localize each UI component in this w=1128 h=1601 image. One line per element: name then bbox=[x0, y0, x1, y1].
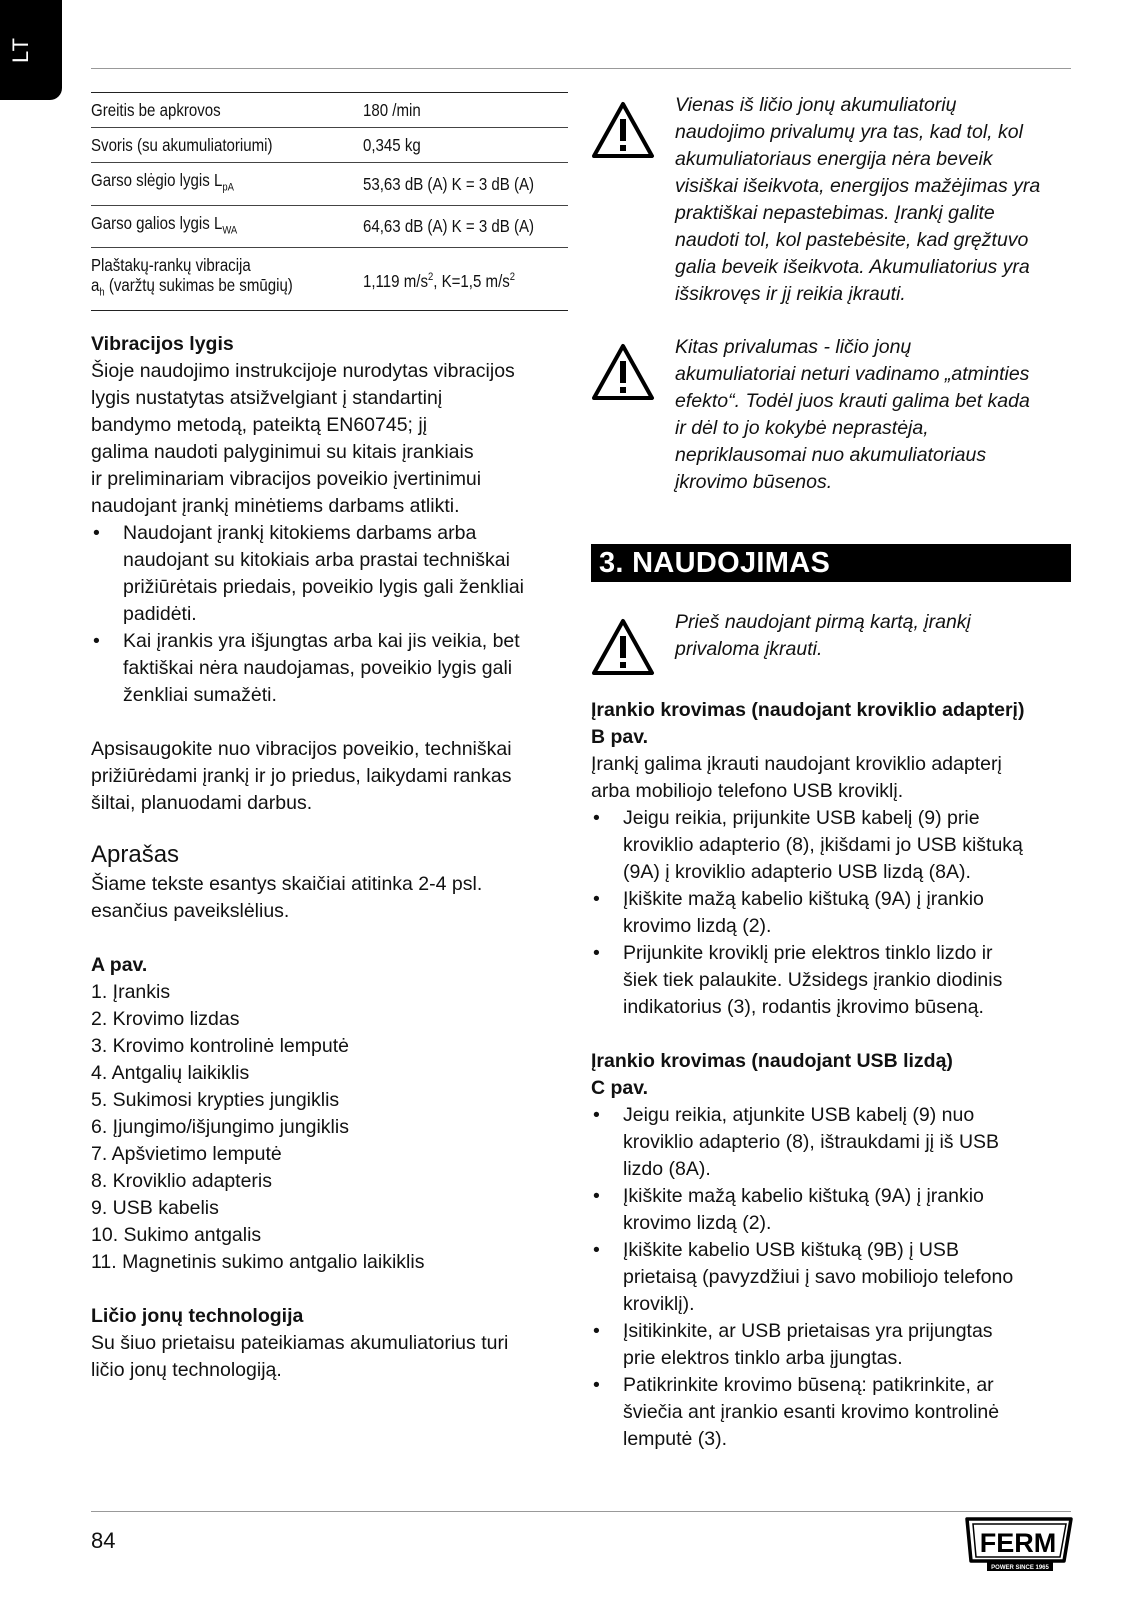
spec-key: Garso slėgio lygis $L_{pA}$ bbox=[91, 170, 234, 194]
chapter-heading: 3. NAUDOJIMAS bbox=[591, 544, 1071, 582]
vibration-protect-text: Apsisaugokite nuo vibracijos poveikio, techniškai prižiūrėdami įrankį ir jo priedus, laikydami rankas šiltai, planuodami darbus. bbox=[91, 737, 512, 814]
charging-adapter-heading: Įrankio krovimas (naudojant kroviklio adapterį) B pav. bbox=[591, 699, 1025, 748]
list-item: 11. Magnetinis sukimo antgalio laikiklis bbox=[91, 1250, 425, 1273]
list-item: 2. Krovimo lizdas bbox=[91, 1007, 240, 1030]
right-column bbox=[591, 92, 1071, 1453]
table-row bbox=[91, 248, 568, 311]
charging-adapter-intro: Įrankį galima įkrauti naudojant kroviklio adapterį arba mobiliojo telefono USB kroviklį. bbox=[591, 753, 1002, 802]
list-item: • Įkiškite kabelio USB kištuką (9B) į USB prietaisą (pavyzdžiui į savo mobiliojo telefono kroviklį). bbox=[591, 1237, 1071, 1318]
spec-value: 64,63 dB (A) K = 3 dB (A) bbox=[363, 216, 535, 237]
logo-wordmark: FERM bbox=[979, 1528, 1057, 1558]
charging-usb-heading: Įrankio krovimas (naudojant USB lizdą) C pav. bbox=[591, 1050, 953, 1099]
list-item: • Įkiškite mažą kabelio kištuką (9A) į įrankio krovimo lizdą (2). bbox=[591, 886, 1071, 940]
table-row bbox=[91, 205, 568, 248]
page-number: 84 bbox=[91, 1528, 116, 1553]
spec-key: Plaštakų-rankų vibracija bbox=[91, 255, 251, 275]
left-column bbox=[91, 92, 568, 1384]
list-item: • Jeigu reikia, prijunkite USB kabelį (9) prie kroviklio adapterio (8), įkišdami jo USB kištuką (9A) į kroviklio adapterio USB lizdą (8A). bbox=[591, 805, 1071, 886]
spec-key: Greitis be apkrovos bbox=[91, 100, 221, 120]
warning-block bbox=[591, 92, 1071, 308]
language-tab bbox=[0, 0, 62, 100]
table-row bbox=[91, 93, 568, 128]
li-ion-text: Su šiuo prietaisu pateikiamas akumuliatorius turi ličio jonų technologiją. bbox=[91, 1331, 509, 1381]
vibration-bullets bbox=[91, 520, 568, 709]
list-item: • Naudojant įrankį kitokiems darbams arba naudojant su kitokiais arba prastai techniškai prižiūrėtais priedais, poveikio lygis gali ženkliai padidėti. bbox=[91, 520, 568, 628]
table-row bbox=[91, 163, 568, 206]
spec-value: 53,63 dB (A) K = 3 dB (A) bbox=[363, 173, 535, 194]
description-intro: Šiame tekste esantys skaičiai atitinka 2-4 psl. esančius paveikslėlius. bbox=[91, 872, 483, 922]
warning-text: Kitas privalumas - ličio jonų akumuliatoriai neturi vadinamo „atminties efekto“. Todėl juos krauti galima bet kada ir dėl to jo kokybė neprastėja, nepriklausomai nuo akumuliatoriaus įkrovimo būsenos. bbox=[675, 336, 1030, 493]
spec-key-line2: $a_h$ (varžtų sukimas be smūgių) bbox=[91, 275, 293, 299]
warning-block bbox=[591, 609, 1071, 677]
warning-block bbox=[591, 334, 1071, 496]
language-code: LT bbox=[8, 36, 33, 64]
figure-a-heading: A pav. bbox=[91, 953, 148, 976]
specifications-table bbox=[91, 92, 568, 311]
logo-tagline: POWER SINCE 1965 bbox=[991, 1565, 1049, 1571]
charging-usb-bullets bbox=[591, 1102, 1071, 1453]
warning-triangle-icon bbox=[591, 100, 655, 160]
list-item: • Kai įrankis yra išjungtas arba kai jis veikia, bet faktiškai nėra naudojamas, poveikio lygis gali ženkliai sumažėti. bbox=[91, 628, 568, 709]
table-row bbox=[91, 128, 568, 163]
list-item: 7. Apšvietimo lemputė bbox=[91, 1142, 282, 1165]
warning-triangle-icon bbox=[591, 617, 655, 677]
list-item: 1. Įrankis bbox=[91, 980, 171, 1003]
header-divider bbox=[91, 68, 1071, 69]
list-item: 9. USB kabelis bbox=[91, 1196, 219, 1219]
spec-key: Garso galios lygis $L_{WA}$ bbox=[91, 212, 238, 236]
list-item: 4. Antgalių laikiklis bbox=[91, 1061, 250, 1084]
list-item: • Įsitikinkite, ar USB prietaisas yra prijungtas prie elektros tinklo arba įjungtas. bbox=[591, 1318, 1071, 1372]
description-heading: Aprašas bbox=[91, 840, 180, 868]
list-item: • Prijunkite kroviklį prie elektros tinklo lizdo ir šiek tiek palaukite. Užsidegs įrankio diodinis indikatorius (3), rodantis įkrovimo būseną. bbox=[591, 940, 1071, 1021]
spec-key: Svoris (su akumuliatoriumi) bbox=[91, 135, 273, 155]
footer-divider bbox=[91, 1511, 1071, 1512]
spec-value: 1,119 $m/s^2$, K=1,5 $m/s^2$ bbox=[363, 270, 516, 291]
list-item: 6. Įjungimo/išjungimo jungiklis bbox=[91, 1115, 349, 1138]
list-item: 5. Sukimosi krypties jungiklis bbox=[91, 1088, 340, 1111]
warning-text: Prieš naudojant pirmą kartą, įrankį privaloma įkrauti. bbox=[675, 611, 971, 660]
spec-value: 180 /min bbox=[363, 100, 421, 120]
spec-value: 0,345 kg bbox=[363, 135, 421, 155]
list-item: 10. Sukimo antgalis bbox=[91, 1223, 262, 1246]
parts-list bbox=[91, 979, 568, 1276]
list-item: • Patikrinkite krovimo būseną: patikrinkite, ar šviečia ant įrankio esanti krovimo kontrolinė lemputė (3). bbox=[591, 1372, 1071, 1453]
list-item: 8. Kroviklio adapteris bbox=[91, 1169, 273, 1192]
li-ion-heading: Ličio jonų technologija bbox=[91, 1304, 304, 1327]
ferm-logo bbox=[963, 1515, 1075, 1573]
warning-triangle-icon bbox=[591, 342, 655, 402]
vibration-text: Šioje naudojimo instrukcijoje nurodytas vibracijos lygis nustatytas atsižvelgiant į standartinį bandymo metodą, pateiktą EN60745; jį galima naudoti palyginimui su kitais įrankiais ir preliminariam vibracijos poveikio įvertinimui naudojant įrankį minėtiems darbams atlikti. bbox=[91, 359, 515, 517]
warning-text: Vienas iš ličio jonų akumuliatorių naudojimo privalumų yra tas, kad tol, kol akumuliatoriaus energija nėra beveik visiškai išeikvota, energijos mažėjimas yra praktiškai nepastebimas. Įrankį galite naudoti tol, kol pastebėsite, kad gręžtuvo galia beveik išeikvota. Akumuliatorius yra išsikrovęs ir jį reikia įkrauti. bbox=[675, 94, 1041, 305]
list-item: • Jeigu reikia, atjunkite USB kabelį (9) nuo kroviklio adapterio (8), ištraukdami jį iš USB lizdo (8A). bbox=[591, 1102, 1071, 1183]
charging-adapter-bullets bbox=[591, 805, 1071, 1021]
vibration-heading: Vibracijos lygis bbox=[91, 332, 234, 355]
list-item: • Įkiškite mažą kabelio kištuką (9A) į įrankio krovimo lizdą (2). bbox=[591, 1183, 1071, 1237]
list-item: 3. Krovimo kontrolinė lemputė bbox=[91, 1034, 349, 1057]
